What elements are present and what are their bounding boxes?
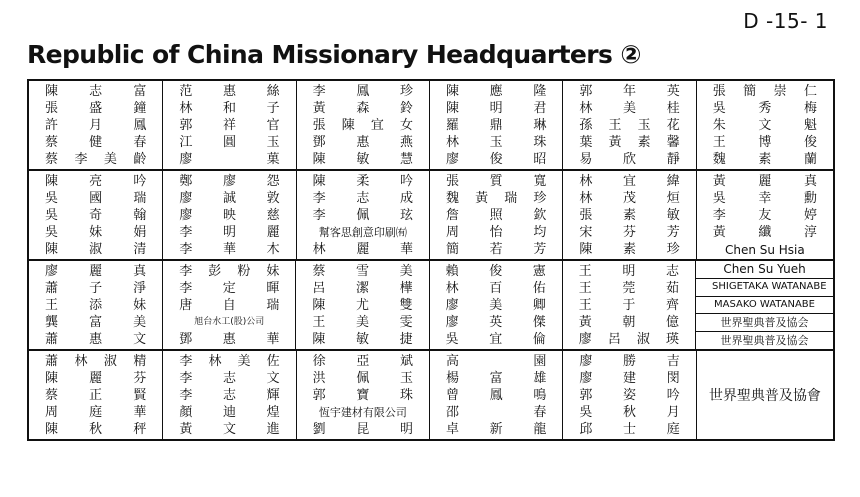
donor-name-text: 孫王玉花 bbox=[579, 118, 680, 133]
donor-name bbox=[697, 190, 833, 207]
donor-name bbox=[163, 297, 295, 314]
donor-name bbox=[29, 263, 162, 280]
donor-name-text: 林和子 bbox=[179, 101, 280, 116]
donor-name-text: 廖映慈 bbox=[179, 208, 280, 223]
donor-name-text: Chen Su Hsia bbox=[724, 242, 805, 257]
donor-name bbox=[163, 190, 295, 207]
donor-name bbox=[163, 404, 295, 421]
name-column bbox=[162, 81, 295, 169]
donor-name bbox=[430, 370, 562, 387]
donor-name bbox=[163, 280, 295, 297]
donor-name-text: 許月鳳 bbox=[45, 118, 147, 133]
donor-name-text: 李彭粉妹 bbox=[179, 264, 280, 279]
donor-name bbox=[697, 151, 833, 168]
donor-name bbox=[563, 151, 695, 168]
donor-name bbox=[697, 134, 833, 151]
donor-name bbox=[430, 421, 562, 438]
donor-name bbox=[297, 151, 429, 168]
donor-name-text: 黃文進 bbox=[179, 422, 280, 437]
donor-name bbox=[29, 297, 162, 314]
donor-name-text: 林麗華 bbox=[312, 242, 414, 257]
donor-name bbox=[163, 83, 295, 100]
donor-name-text: 龔富美 bbox=[45, 315, 147, 330]
donor-name-text: 郭祥官 bbox=[179, 118, 280, 133]
donor-name bbox=[29, 421, 162, 438]
donor-name-text: 廖勝吉 bbox=[579, 354, 680, 369]
donor-name-text: 蔡雪美 bbox=[312, 264, 413, 279]
name-column bbox=[562, 351, 695, 439]
name-block-3 bbox=[29, 259, 833, 349]
donor-name bbox=[563, 404, 695, 421]
name-column bbox=[562, 171, 695, 259]
donor-name-text: 王添妹 bbox=[45, 298, 147, 313]
donor-name-text: 蔡正賢 bbox=[45, 388, 147, 403]
donor-name-text: 郭寶珠 bbox=[312, 388, 414, 403]
donor-name bbox=[697, 241, 833, 258]
name-block-2 bbox=[29, 169, 833, 259]
donor-name bbox=[430, 314, 562, 331]
donor-name bbox=[163, 117, 295, 134]
name-column bbox=[696, 81, 833, 169]
donor-name bbox=[163, 207, 295, 224]
donor-name bbox=[430, 297, 562, 314]
donor-name bbox=[563, 370, 695, 387]
donor-name-text: 蔡李美齡 bbox=[45, 152, 147, 167]
donor-name-text: 徐亞斌 bbox=[312, 354, 414, 369]
donor-name-text: 詹照欽 bbox=[446, 208, 547, 223]
donor-name-text: 鄧惠華 bbox=[179, 332, 280, 347]
donor-name bbox=[29, 134, 162, 151]
donor-name bbox=[697, 173, 833, 190]
name-column bbox=[296, 351, 429, 439]
donor-name-text: 洪佩玉 bbox=[312, 371, 414, 386]
donor-name-text: 陳志富 bbox=[45, 84, 147, 99]
donor-name-text: 廖麗真 bbox=[45, 264, 147, 279]
donor-name bbox=[297, 387, 429, 404]
donor-name bbox=[430, 83, 562, 100]
donor-name-text: 林美桂 bbox=[579, 101, 680, 116]
donor-name bbox=[563, 190, 695, 207]
donor-name-text: 陳敏慧 bbox=[312, 152, 414, 167]
donor-name bbox=[296, 314, 428, 331]
donor-name bbox=[29, 151, 162, 168]
name-column bbox=[429, 351, 562, 439]
name-column bbox=[162, 351, 295, 439]
donor-name-text: 唐自瑞 bbox=[179, 298, 280, 313]
donor-name-text: 陳秋秤 bbox=[45, 422, 147, 437]
donor-name bbox=[29, 404, 162, 421]
donor-name bbox=[697, 83, 833, 100]
donor-name-text: 宋芬芳 bbox=[579, 225, 680, 240]
donor-name bbox=[163, 314, 295, 331]
donor-name bbox=[297, 421, 429, 438]
donor-name bbox=[29, 207, 162, 224]
name-column bbox=[695, 261, 833, 349]
name-block-1 bbox=[29, 81, 833, 169]
donor-name-text: 鄭廖怨 bbox=[179, 174, 280, 189]
donor-name-text: 劉昆明 bbox=[312, 422, 414, 437]
donor-name bbox=[563, 387, 695, 404]
donor-name-text: 邵春 bbox=[446, 405, 547, 420]
donor-name bbox=[696, 261, 833, 278]
donor-name-text: 張素敏 bbox=[579, 208, 680, 223]
donor-name-text: 林茂烜 bbox=[579, 191, 680, 206]
donor-name bbox=[29, 173, 162, 190]
donor-name-text: 楊富雄 bbox=[446, 371, 547, 386]
donor-name bbox=[163, 241, 295, 258]
donor-name-text: 陳淑清 bbox=[45, 242, 147, 257]
donor-name-text: 朱文魁 bbox=[712, 118, 818, 133]
donor-name-text: 蕭林淑精 bbox=[45, 354, 147, 369]
donor-name bbox=[29, 387, 162, 404]
donor-name bbox=[563, 297, 695, 314]
donor-name-text: 旭台水工(股)公司 bbox=[194, 317, 265, 327]
donor-name-text: 周怡均 bbox=[446, 225, 547, 240]
name-column bbox=[162, 171, 295, 259]
donor-name-text: 林宜緯 bbox=[579, 174, 680, 189]
donor-name-text: 李佩玹 bbox=[312, 208, 414, 223]
donor-name bbox=[163, 173, 295, 190]
donor-name bbox=[163, 331, 295, 348]
donor-name-text: 陳尤雙 bbox=[312, 298, 413, 313]
donor-name-text: 李林美佐 bbox=[179, 354, 280, 369]
donor-name bbox=[297, 370, 429, 387]
donor-name bbox=[563, 207, 695, 224]
donor-name-text: 林玉珠 bbox=[446, 135, 547, 150]
donor-name-text: 吳妹娟 bbox=[45, 225, 147, 240]
donor-name bbox=[563, 421, 695, 438]
donor-name bbox=[163, 370, 295, 387]
donor-name bbox=[563, 173, 695, 190]
donor-name-text: 蔡健春 bbox=[45, 135, 147, 150]
donor-name bbox=[563, 331, 695, 348]
donor-name-text: 簡若芳 bbox=[446, 242, 547, 257]
donor-name-text: 王博俊 bbox=[712, 135, 818, 150]
donor-name-text: 魏素蘭 bbox=[712, 152, 818, 167]
name-column bbox=[429, 171, 562, 259]
donor-name bbox=[696, 313, 833, 331]
donor-name bbox=[29, 190, 162, 207]
donor-name bbox=[297, 241, 429, 258]
donor-name bbox=[297, 404, 429, 421]
donor-name-text: SHIGETAKA WATANABE bbox=[712, 281, 827, 293]
donor-name-text: 世界聖典普及協会 bbox=[720, 334, 809, 348]
donor-name-text: 葉黃素馨 bbox=[579, 135, 680, 150]
donor-name bbox=[563, 117, 695, 134]
donor-name bbox=[297, 173, 429, 190]
donor-name bbox=[29, 353, 162, 370]
donor-name-text: 幫客思創意印刷㈲ bbox=[318, 226, 407, 239]
donor-name-text: 顏迪煌 bbox=[179, 405, 280, 420]
donor-name bbox=[297, 190, 429, 207]
name-column bbox=[29, 261, 162, 349]
name-column bbox=[29, 171, 162, 259]
donor-name-text: 李友婷 bbox=[712, 208, 818, 223]
donor-name bbox=[430, 353, 562, 370]
donor-name bbox=[563, 241, 695, 258]
donor-name bbox=[563, 100, 695, 117]
donor-name-text: 黃纖淳 bbox=[712, 225, 818, 240]
donor-name bbox=[563, 83, 695, 100]
donor-name-text: 李明麗 bbox=[179, 225, 280, 240]
name-column bbox=[296, 171, 429, 259]
donor-name-text: Chen Su Yueh bbox=[723, 262, 806, 277]
donor-name bbox=[297, 117, 429, 134]
donor-name bbox=[297, 353, 429, 370]
donor-name-text: 廖英傑 bbox=[445, 315, 546, 330]
donor-name-text: 王明志 bbox=[578, 264, 679, 279]
donor-name-text: 吳秋月 bbox=[579, 405, 680, 420]
donor-name bbox=[29, 83, 162, 100]
donor-name-text: 陳敏捷 bbox=[312, 332, 413, 347]
donor-name-text: 蕭子淨 bbox=[45, 281, 147, 296]
donor-name bbox=[563, 280, 695, 297]
document-title: Republic of China Missionary Headquarters ② bbox=[27, 40, 641, 69]
donor-name-text: 李定暉 bbox=[179, 281, 280, 296]
name-table bbox=[27, 79, 835, 441]
donor-name bbox=[29, 331, 162, 348]
donor-name bbox=[696, 331, 833, 349]
donor-name bbox=[430, 280, 562, 297]
donor-name-text: 林百佑 bbox=[445, 281, 546, 296]
donor-name-text: 廖建閔 bbox=[579, 371, 680, 386]
donor-name bbox=[563, 134, 695, 151]
donor-name-text: 陳素珍 bbox=[579, 242, 680, 257]
name-column bbox=[29, 351, 162, 439]
donor-name bbox=[430, 241, 562, 258]
donor-name-text: 廖俊昭 bbox=[446, 152, 547, 167]
donor-name bbox=[563, 314, 695, 331]
name-block-4 bbox=[29, 349, 833, 439]
donor-name-text: 蕭惠文 bbox=[45, 332, 147, 347]
donor-name-text: 吳幸勳 bbox=[712, 191, 818, 206]
donor-name-text: MASAKO WATANABE bbox=[714, 298, 815, 310]
donor-name-text: 李鳳珍 bbox=[312, 84, 414, 99]
donor-name bbox=[430, 173, 562, 190]
donor-name-text: 李志輝 bbox=[179, 388, 280, 403]
donor-name bbox=[430, 134, 562, 151]
donor-name bbox=[29, 241, 162, 258]
donor-name bbox=[430, 404, 562, 421]
name-column bbox=[696, 171, 833, 259]
donor-name bbox=[163, 151, 295, 168]
donor-name bbox=[163, 224, 295, 241]
donor-name-text: 廖美卿 bbox=[445, 298, 546, 313]
donor-name-text: 廖呂淑瑛 bbox=[578, 332, 679, 347]
donor-name bbox=[297, 224, 429, 241]
donor-name-text: 高園 bbox=[446, 354, 547, 369]
donor-name-text: 郭姿吟 bbox=[579, 388, 680, 403]
donor-name-text: 吳秀梅 bbox=[712, 101, 818, 116]
donor-name bbox=[696, 278, 833, 296]
donor-name-text: 郭年英 bbox=[579, 84, 680, 99]
donor-name bbox=[430, 117, 562, 134]
donor-name-text: 李華木 bbox=[179, 242, 280, 257]
donor-name-text: 范惠絲 bbox=[179, 84, 280, 99]
donor-name bbox=[430, 190, 562, 207]
donor-name-text: 魏黃瑞珍 bbox=[446, 191, 547, 206]
donor-name-text: 賴俊憲 bbox=[445, 264, 546, 279]
donor-name-text: 吳國瑞 bbox=[45, 191, 147, 206]
donor-name-text: 陳柔吟 bbox=[312, 174, 414, 189]
donor-name bbox=[163, 263, 295, 280]
donor-name-text: 卓新龍 bbox=[446, 422, 547, 437]
name-column bbox=[429, 261, 562, 349]
donor-name-text: 吳奇翰 bbox=[45, 208, 147, 223]
donor-name-text: 王于齊 bbox=[578, 298, 679, 313]
donor-name bbox=[697, 224, 833, 241]
donor-name-text: 張簡崇仁 bbox=[712, 84, 818, 99]
donor-name bbox=[563, 263, 695, 280]
document-code: D -15- 1 bbox=[743, 9, 828, 33]
donor-name-text: 陳亮吟 bbox=[45, 174, 147, 189]
name-column bbox=[296, 81, 429, 169]
donor-name bbox=[296, 297, 428, 314]
donor-name-text: 陳應隆 bbox=[446, 84, 547, 99]
donor-name-text: 王美雯 bbox=[312, 315, 413, 330]
donor-name-text: 羅鼎琳 bbox=[446, 118, 547, 133]
donor-name bbox=[697, 207, 833, 224]
donor-name bbox=[297, 207, 429, 224]
donor-name bbox=[29, 370, 162, 387]
donor-name bbox=[296, 280, 428, 297]
donor-name-text: 張盛鐘 bbox=[45, 101, 147, 116]
donor-name-text: 黃朝億 bbox=[578, 315, 679, 330]
donor-name-text: 黃麗真 bbox=[712, 174, 818, 189]
name-column bbox=[429, 81, 562, 169]
donor-name bbox=[297, 134, 429, 151]
donor-name bbox=[697, 100, 833, 117]
donor-name bbox=[29, 100, 162, 117]
donor-name-text: 陳麗芬 bbox=[45, 371, 147, 386]
donor-name-text: 江圓玉 bbox=[179, 135, 280, 150]
donor-name bbox=[563, 224, 695, 241]
donor-name bbox=[29, 280, 162, 297]
donor-name bbox=[163, 134, 295, 151]
name-column bbox=[562, 261, 695, 349]
donor-name bbox=[29, 314, 162, 331]
donor-name bbox=[696, 296, 833, 314]
donor-name-text: 李志文 bbox=[179, 371, 280, 386]
donor-name bbox=[163, 353, 295, 370]
donor-name bbox=[296, 263, 428, 280]
donor-name bbox=[163, 421, 295, 438]
donor-name bbox=[163, 387, 295, 404]
donor-name-text: 世界聖典普及協会 bbox=[720, 316, 809, 330]
donor-name-text: 廖誠敦 bbox=[179, 191, 280, 206]
organization-name: 世界聖典普及協會 bbox=[708, 388, 821, 404]
donor-name-text: 陳明君 bbox=[446, 101, 547, 116]
name-column bbox=[562, 81, 695, 169]
donor-name-text: 呂潔樺 bbox=[312, 281, 413, 296]
donor-name-text: 曾鳳鳴 bbox=[446, 388, 547, 403]
donor-name-text: 吳宜倫 bbox=[445, 332, 546, 347]
donor-name bbox=[430, 224, 562, 241]
donor-name bbox=[430, 387, 562, 404]
donor-name bbox=[697, 117, 833, 134]
donor-name-text: 鄧惠燕 bbox=[312, 135, 414, 150]
name-column bbox=[295, 261, 428, 349]
donor-name-text: 周庭華 bbox=[45, 405, 147, 420]
donor-name-text: 邱士庭 bbox=[579, 422, 680, 437]
donor-name-text: 張陳宜女 bbox=[312, 118, 414, 133]
donor-name bbox=[29, 117, 162, 134]
donor-name bbox=[297, 100, 429, 117]
donor-name bbox=[296, 331, 428, 348]
name-column bbox=[696, 351, 833, 439]
donor-name bbox=[430, 151, 562, 168]
donor-name bbox=[430, 207, 562, 224]
donor-name-text: 黃森鈴 bbox=[312, 101, 414, 116]
donor-name-text: 王莞茹 bbox=[578, 281, 679, 296]
donor-name bbox=[430, 100, 562, 117]
donor-name-text: 廖菓 bbox=[179, 152, 280, 167]
donor-name-text: 張質寬 bbox=[446, 174, 547, 189]
donor-name bbox=[29, 224, 162, 241]
donor-name bbox=[297, 83, 429, 100]
donor-name bbox=[430, 331, 562, 348]
donor-name bbox=[430, 263, 562, 280]
donor-name bbox=[163, 100, 295, 117]
donor-name bbox=[563, 353, 695, 370]
donor-name-text: 李志成 bbox=[312, 191, 414, 206]
name-column bbox=[162, 261, 295, 349]
donor-name-text: 恆宇建材有限公司 bbox=[318, 406, 407, 419]
donor-name-text: 易欣靜 bbox=[579, 152, 680, 167]
name-column bbox=[29, 81, 162, 169]
